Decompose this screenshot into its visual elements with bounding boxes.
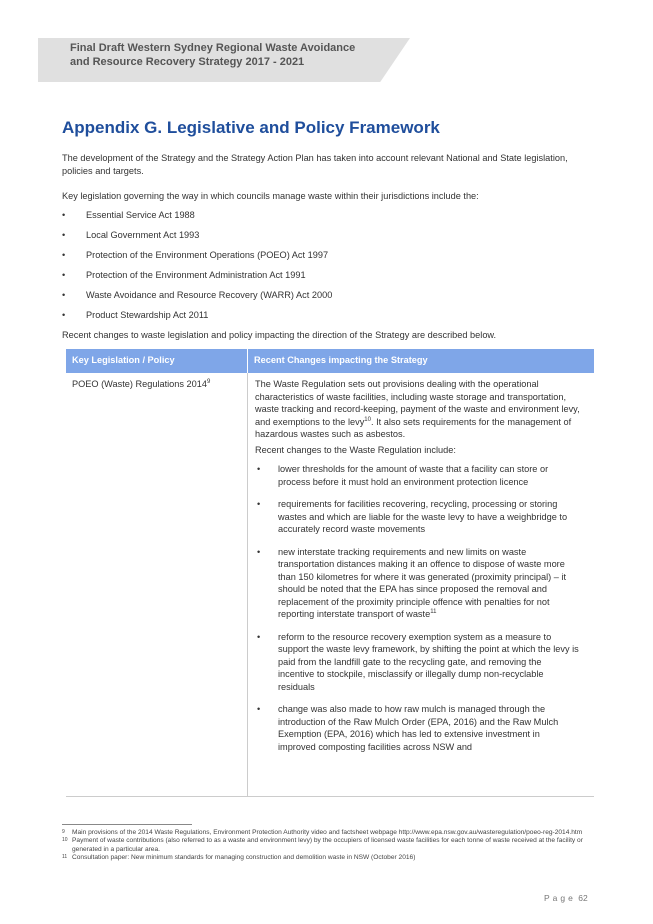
list-item: • Essential Service Act 1988	[62, 210, 195, 220]
list-item: • Protection of the Environment Operations (POEO) Act 1997	[62, 250, 329, 260]
table-header-changes: Recent Changes impacting the Strategy	[254, 355, 428, 365]
list-item: • new interstate tracking requirements and new limits on waste transportation distances making it an offence to dispose of waste more than 150 kilometres for where it was generated (proximity principal) – it should be noted that the EPA has since proposed the removal and replacement of the proximity principle offence with penalties for not reporting interstate transport of waste$^{11}$	[257, 546, 567, 619]
footnote: 9 Main provisions of the 2014 Waste Regulations, Environment Protection Authority video and factsheet webpage http://www.epa.nsw.gov.au/wasteregulation/poeo-reg-2014.htm	[62, 829, 583, 836]
legislation-table	[66, 349, 594, 797]
table-cell-legislation: POEO (Waste) Regulations 2014$^9$	[66, 373, 248, 796]
bullet-icon: •	[62, 210, 66, 220]
changes-list	[255, 463, 580, 753]
document-header	[70, 42, 400, 69]
table-row	[66, 373, 594, 796]
list-item: • Product Stewardship Act 2011	[62, 310, 209, 320]
bullet-icon: •	[257, 499, 261, 509]
footnotes	[62, 829, 602, 863]
bullet-icon: •	[257, 546, 261, 557]
table-header-row	[66, 349, 594, 373]
header-line-1: Final Draft Western Sydney Regional Waste Avoidance	[70, 42, 356, 54]
bullet-icon: •	[62, 310, 66, 320]
footnote-number: 9	[62, 829, 65, 835]
bullet-icon: •	[257, 631, 261, 642]
footnote-number: 10	[62, 837, 68, 844]
changes-intro: Recent changes to the Waste Regulation include:	[255, 444, 456, 455]
header-line-2: and Resource Recovery Strategy 2017 - 2021	[70, 55, 305, 68]
page-title: Appendix G. Legislative and Policy Framework	[62, 118, 440, 137]
bullet-icon: •	[257, 464, 261, 474]
table-header-legislation: Key Legislation / Policy	[66, 349, 248, 373]
bullet-icon: •	[62, 290, 66, 300]
footnote-divider	[62, 824, 192, 825]
list-item: • change was also made to how raw mulch is managed through the introduction of the Raw Mulch Order (EPA, 2016) and the Raw Mulch Exemption (EPA, 2016) which has led to extensive investment in improved composting facilities across NSW and	[257, 704, 559, 752]
page-number	[544, 893, 588, 903]
footnote: 11 Consultation paper: New minimum standards for managing construction and demolition waste in NSW (October 2016)	[62, 854, 416, 862]
list-item: • Local Government Act 1993	[62, 230, 200, 240]
page-label: Page	[544, 893, 576, 903]
table-cell-changes	[248, 373, 594, 796]
bullet-icon: •	[62, 270, 66, 280]
recent-changes-intro: Recent changes to waste legislation and policy impacting the direction of the Strategy are described below.	[62, 330, 497, 340]
list-item: • requirements for facilities recovering, recycling, processing or storing wastes and which are liable for the waste levy to have a weighbridge to accurately record waste movements	[257, 499, 568, 534]
bullet-icon: •	[257, 704, 261, 714]
legislation-list	[62, 209, 332, 329]
list-item: • reform to the resource recovery exemption system as a measure to support the waste levy framework, by shifting the point at which the levy is paid from the landfill gate to the recycling gate, and removing the incentive to stockpile, misclassify or illegally dump non-recyclable residuals	[257, 631, 579, 692]
page-number-value: 62	[578, 893, 588, 903]
regulation-description: The Waste Regulation sets out provisions dealing with the operational characteristics of waste facilities, including waste storage and transportation, waste tracking and record-keeping, payment of the waste and environment levy, and exemptions to the levy$^{10}$. It also sets requirements for the management of hazardous wastes such as asbestos.	[255, 379, 580, 439]
intro-paragraph: The development of the Strategy and the Strategy Action Plan has taken into account relevant National and State legislation, policies and targets.	[62, 153, 568, 176]
key-legislation-intro: Key legislation governing the way in which councils manage waste within their jurisdictions include the:	[62, 191, 479, 201]
list-item: • Protection of the Environment Administration Act 1991	[62, 270, 306, 280]
list-item: • lower thresholds for the amount of waste that a facility can store or process before it must hold an environment protection licence	[257, 464, 549, 487]
bullet-icon: •	[62, 250, 66, 260]
footnote: 10 Payment of waste contributions (also referred to as a waste and environment levy) by the occupiers of licensed waste facilities for each tonne of waste received at the facility or generated in a particular area.	[62, 837, 583, 853]
footnote-ref: 9	[206, 378, 211, 385]
footnote-number: 11	[62, 854, 68, 861]
footnote-ref: 11	[430, 608, 437, 615]
bullet-icon: •	[62, 230, 66, 240]
list-item: • Waste Avoidance and Resource Recovery (WARR) Act 2000	[62, 290, 333, 300]
footnote-ref: 10	[364, 416, 371, 423]
